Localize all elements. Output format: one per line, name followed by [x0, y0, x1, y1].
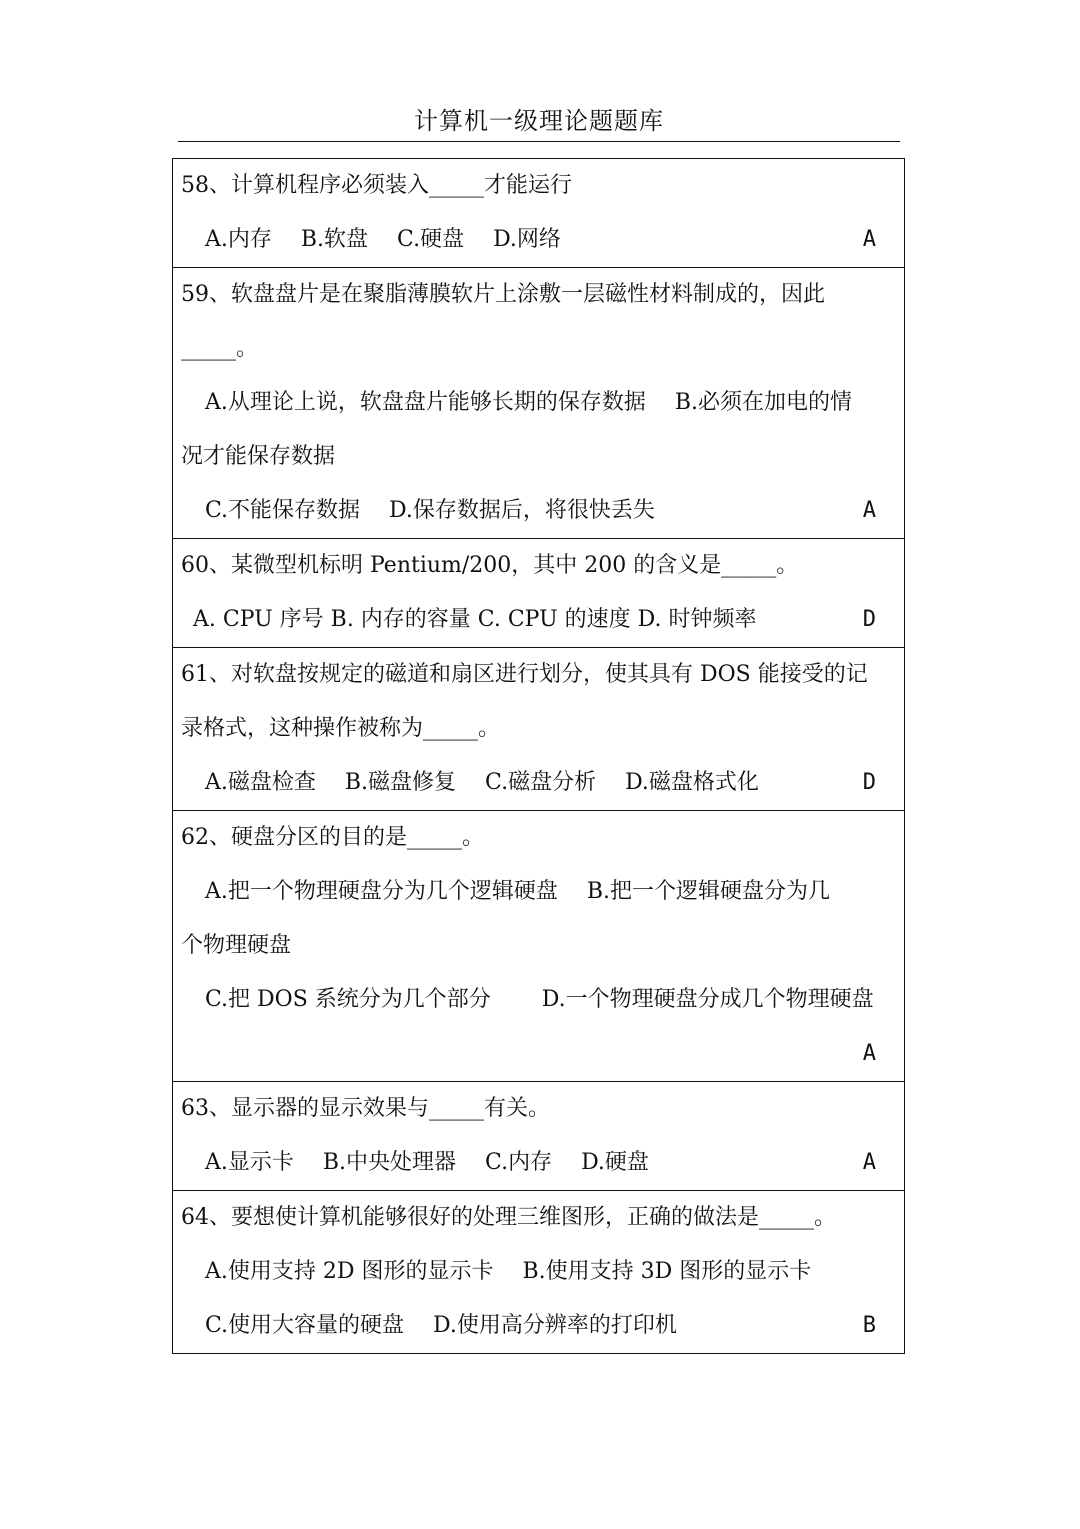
question-62: [173, 810, 904, 1081]
header-divider: [178, 141, 900, 142]
question-options: A.使用支持 2D 图形的显示卡 B.使用支持 3D 图形的显示卡: [205, 1259, 812, 1284]
question-stem: 62、硬盘分区的目的是_____。: [181, 825, 484, 850]
question-stem: 61、对软盘按规定的磁道和扇区进行划分，使其具有 DOS 能接受的记: [181, 662, 868, 687]
question-stem: 60、某微型机标明 Pentium/200，其中 200 的含义是_____。: [181, 553, 799, 578]
question-options: A.把一个物理硬盘分为几个逻辑硬盘 B.把一个逻辑硬盘分为几: [205, 879, 831, 904]
question-options: [173, 593, 904, 647]
options-text: A.显示卡 B.中央处理器 C.内存 D.硬盘: [205, 1150, 649, 1175]
question-64: [173, 1190, 904, 1353]
question-table: [172, 158, 905, 1354]
answer-key: B: [862, 1313, 876, 1338]
options-text: A.磁盘检查 B.磁盘修复 C.磁盘分析 D.磁盘格式化: [205, 770, 759, 795]
answer-key: A: [862, 498, 876, 523]
question-61: [173, 647, 904, 810]
question-options: C.把 DOS 系统分为几个部分 D.一个物理硬盘分成几个物理硬盘: [205, 987, 874, 1012]
question-stem: 58、计算机程序必须装入_____才能运行: [181, 173, 572, 198]
options-text: A. CPU 序号 B. 内存的容量 C. CPU 的速度 D. 时钟频率: [193, 607, 757, 632]
options-text: C.不能保存数据 D.保存数据后，将很快丢失: [205, 498, 655, 523]
question-59: [173, 267, 904, 538]
question-options: [173, 484, 904, 538]
question-stem-continued: 录格式，这种操作被称为_____。: [181, 716, 501, 741]
question-60: [173, 538, 904, 647]
options-text: A.内存 B.软盘 C.硬盘 D.网络: [205, 227, 561, 252]
answer-line: [173, 1027, 904, 1081]
page-header-title: 计算机一级理论题题库: [414, 107, 664, 135]
question-options: [173, 756, 904, 810]
answer-key: A: [862, 1150, 876, 1175]
answer-key: A: [862, 227, 876, 252]
options-text: C.使用大容量的硬盘 D.使用高分辨率的打印机: [205, 1313, 677, 1338]
question-stem: 63、显示器的显示效果与_____有关。: [181, 1096, 550, 1121]
question-stem-continued: _____。: [181, 336, 259, 361]
question-options: [173, 1136, 904, 1190]
question-options-continued: 况才能保存数据: [181, 444, 336, 469]
question-stem: 64、要想使计算机能够很好的处理三维图形，正确的做法是_____。: [181, 1205, 836, 1230]
answer-key: A: [862, 1041, 876, 1066]
question-63: [173, 1081, 904, 1190]
question-options: [173, 1299, 904, 1353]
question-58: [173, 159, 904, 267]
question-options: [173, 213, 904, 267]
answer-key: D: [862, 607, 876, 632]
answer-key: D: [862, 770, 876, 795]
question-options: A.从理论上说，软盘盘片能够长期的保存数据 B.必须在加电的情: [205, 390, 853, 415]
question-stem: 59、软盘盘片是在聚脂薄膜软片上涂敷一层磁性材料制成的，因此: [181, 282, 825, 307]
question-options-continued: 个物理硬盘: [181, 933, 292, 958]
